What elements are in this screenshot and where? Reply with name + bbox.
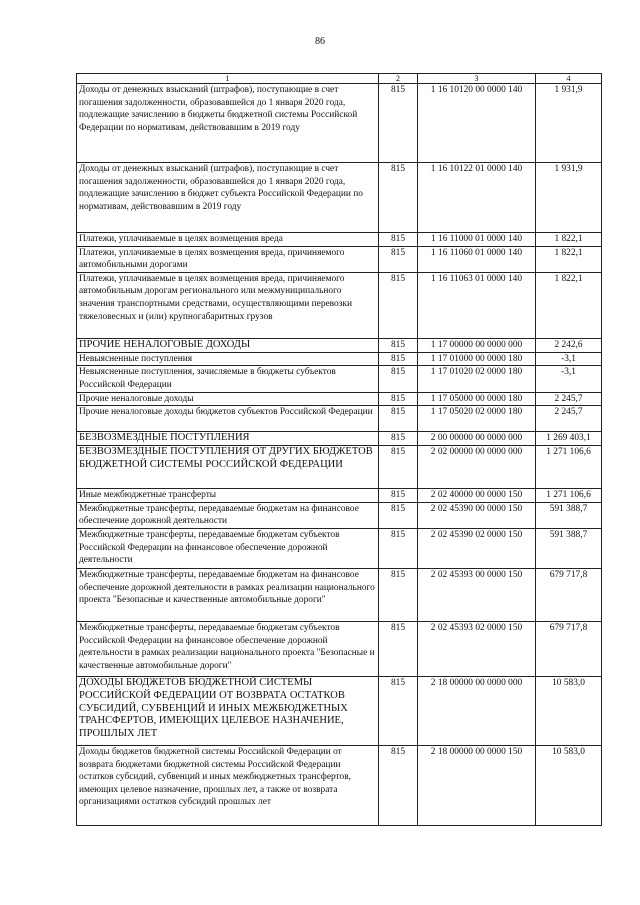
revenue-name-cell: Доходы бюджетов бюджетной системы Российской Федерации от возврата бюджетами бюджетной системы Российской Федерации остатков субсидий, субвенций и иных межбюджетных трансфертов, имеющих целевое назначение, прошлых лет, а также от возврата организациями остатков субсидий прошлых лет	[77, 745, 379, 825]
admin-code-cell: 815	[379, 406, 418, 432]
admin-code-cell: 815	[379, 489, 418, 503]
budget-code-cell: 2 18 00000 00 0000 150	[418, 745, 536, 825]
revenue-name-cell: Доходы от денежных взысканий (штрафов), поступающие в счет погашения задолженности, образовавшейся до 1 января 2020 года, подлежащие зачислению в бюджеты бюджетной системы Российской Федерации по нормативам, действовавшим в 2019 году	[77, 84, 379, 163]
revenue-name-cell: ПРОЧИЕ НЕНАЛОГОВЫЕ ДОХОДЫ	[77, 338, 379, 352]
amount-cell: -3,1	[536, 366, 602, 392]
amount-cell: 679 717,8	[536, 568, 602, 621]
budget-code-cell: 1 16 11063 01 0000 140	[418, 272, 536, 338]
budget-code-cell: 1 16 10122 01 0000 140	[418, 163, 536, 233]
admin-code-cell: 815	[379, 446, 418, 489]
table-row	[77, 528, 602, 568]
budget-code-cell: 1 17 01020 02 0000 180	[418, 366, 536, 392]
table-row	[77, 432, 602, 446]
budget-code-cell: 1 17 01000 00 0000 180	[418, 352, 536, 366]
budget-code-cell: 1 17 05020 02 0000 180	[418, 406, 536, 432]
revenue-name-cell: БЕЗВОЗМЕЗДНЫЕ ПОСТУПЛЕНИЯ ОТ ДРУГИХ БЮДЖЕТОВ БЮДЖЕТНОЙ СИСТЕМЫ РОССИЙСКОЙ ФЕДЕРАЦИИ	[77, 446, 379, 489]
amount-cell: 1 931,9	[536, 84, 602, 163]
amount-cell: -3,1	[536, 352, 602, 366]
table-row	[77, 84, 602, 163]
table-row	[77, 366, 602, 392]
budget-code-cell: 1 16 10120 00 0000 140	[418, 84, 536, 163]
amount-cell: 591 388,7	[536, 528, 602, 568]
admin-code-cell: 815	[379, 84, 418, 163]
amount-cell: 10 583,0	[536, 676, 602, 745]
amount-cell: 1 822,1	[536, 233, 602, 247]
table-row	[77, 406, 602, 432]
budget-code-cell: 2 02 45393 00 0000 150	[418, 568, 536, 621]
admin-code-cell: 815	[379, 366, 418, 392]
admin-code-cell: 815	[379, 233, 418, 247]
budget-code-cell: 1 17 00000 00 0000 000	[418, 338, 536, 352]
admin-code-cell: 815	[379, 745, 418, 825]
amount-cell: 1 931,9	[536, 163, 602, 233]
table-row	[77, 163, 602, 233]
revenue-name-cell: Межбюджетные трансферты, передаваемые бюджетам на финансовое обеспечение дорожной деятельности в рамках реализации национального проекта "Безопасные и качественные автомобильные дороги"	[77, 568, 379, 621]
revenue-name-cell: Платежи, уплачиваемые в целях возмещения вреда, причиняемого автомобильным дорогам регионального или межмуниципального значения транспортными средствами, осуществляющими перевозки тяжеловесных и (или) крупногабаритных грузов	[77, 272, 379, 338]
amount-cell: 2 245,7	[536, 406, 602, 432]
revenue-name-cell: Межбюджетные трансферты, передаваемые бюджетам субъектов Российской Федерации на финансовое обеспечение дорожной деятельности	[77, 528, 379, 568]
amount-cell: 1 822,1	[536, 272, 602, 338]
table-row	[77, 233, 602, 247]
revenue-name-cell: Межбюджетные трансферты, передаваемые бюджетам на финансовое обеспечение дорожной деятельности	[77, 502, 379, 528]
table-row	[77, 392, 602, 406]
admin-code-cell: 815	[379, 502, 418, 528]
amount-cell: 1 271 106,6	[536, 489, 602, 503]
admin-code-cell: 815	[379, 568, 418, 621]
table-header-row	[77, 74, 602, 84]
admin-code-cell: 815	[379, 528, 418, 568]
amount-cell: 2 242,6	[536, 338, 602, 352]
budget-code-cell: 2 02 40000 00 0000 150	[418, 489, 536, 503]
table-row	[77, 352, 602, 366]
revenue-table	[76, 73, 602, 826]
amount-cell: 1 269 403,1	[536, 432, 602, 446]
admin-code-cell: 815	[379, 163, 418, 233]
amount-cell: 10 583,0	[536, 745, 602, 825]
admin-code-cell: 815	[379, 676, 418, 745]
admin-code-cell: 815	[379, 621, 418, 676]
budget-code-cell: 2 02 45393 02 0000 150	[418, 621, 536, 676]
admin-code-cell: 815	[379, 392, 418, 406]
revenue-name-cell: Прочие неналоговые доходы бюджетов субъектов Российской Федерации	[77, 406, 379, 432]
column-header: 1	[77, 74, 379, 84]
table-row	[77, 568, 602, 621]
revenue-name-cell: Межбюджетные трансферты, передаваемые бюджетам субъектов Российской Федерации на финансовое обеспечение дорожной деятельности в рамках реализации национального проекта "Безопасные и качественные автомобильные дороги"	[77, 621, 379, 676]
revenue-name-cell: Прочие неналоговые доходы	[77, 392, 379, 406]
revenue-name-cell: Невыясненные поступления, зачисляемые в бюджеты субъектов Российской Федерации	[77, 366, 379, 392]
budget-code-cell: 1 16 11060 01 0000 140	[418, 246, 536, 272]
admin-code-cell: 815	[379, 432, 418, 446]
budget-code-cell: 1 17 05000 00 0000 180	[418, 392, 536, 406]
amount-cell: 2 245,7	[536, 392, 602, 406]
column-header: 4	[536, 74, 602, 84]
table-row	[77, 246, 602, 272]
revenue-name-cell: БЕЗВОЗМЕЗДНЫЕ ПОСТУПЛЕНИЯ	[77, 432, 379, 446]
table-row	[77, 676, 602, 745]
revenue-name-cell: Иные межбюджетные трансферты	[77, 489, 379, 503]
budget-code-cell: 2 02 45390 00 0000 150	[418, 502, 536, 528]
table-row	[77, 489, 602, 503]
budget-code-cell: 2 00 00000 00 0000 000	[418, 432, 536, 446]
page-number: 86	[315, 36, 325, 47]
table-row	[77, 272, 602, 338]
budget-code-cell: 1 16 11000 01 0000 140	[418, 233, 536, 247]
revenue-name-cell: ДОХОДЫ БЮДЖЕТОВ БЮДЖЕТНОЙ СИСТЕМЫ РОССИЙСКОЙ ФЕДЕРАЦИИ ОТ ВОЗВРАТА ОСТАТКОВ СУБСИДИЙ, СУБВЕНЦИЙ И ИНЫХ МЕЖБЮДЖЕТНЫХ ТРАНСФЕРТОВ, ИМЕЮЩИХ ЦЕЛЕВОЕ НАЗНАЧЕНИЕ, ПРОШЛЫХ ЛЕТ	[77, 676, 379, 745]
admin-code-cell: 815	[379, 352, 418, 366]
budget-code-cell: 2 02 00000 00 0000 000	[418, 446, 536, 489]
column-header: 3	[418, 74, 536, 84]
amount-cell: 591 388,7	[536, 502, 602, 528]
admin-code-cell: 815	[379, 272, 418, 338]
admin-code-cell: 815	[379, 338, 418, 352]
table-row	[77, 745, 602, 825]
admin-code-cell: 815	[379, 246, 418, 272]
revenue-name-cell: Платежи, уплачиваемые в целях возмещения вреда, причиняемого автомобильными дорогами	[77, 246, 379, 272]
table-row	[77, 446, 602, 489]
revenue-name-cell: Невыясненные поступления	[77, 352, 379, 366]
column-header: 2	[379, 74, 418, 84]
amount-cell: 1 822,1	[536, 246, 602, 272]
table-row	[77, 338, 602, 352]
amount-cell: 1 271 106,6	[536, 446, 602, 489]
revenue-name-cell: Доходы от денежных взысканий (штрафов), поступающие в счет погашения задолженности, образовавшейся до 1 января 2020 года, подлежащие зачислению в бюджет субъекта Российской Федерации по нормативам, действовавшим в 2019 году	[77, 163, 379, 233]
revenue-name-cell: Платежи, уплачиваемые в целях возмещения вреда	[77, 233, 379, 247]
budget-code-cell: 2 02 45390 02 0000 150	[418, 528, 536, 568]
amount-cell: 679 717,8	[536, 621, 602, 676]
table-row	[77, 502, 602, 528]
budget-code-cell: 2 18 00000 00 0000 000	[418, 676, 536, 745]
table-row	[77, 621, 602, 676]
